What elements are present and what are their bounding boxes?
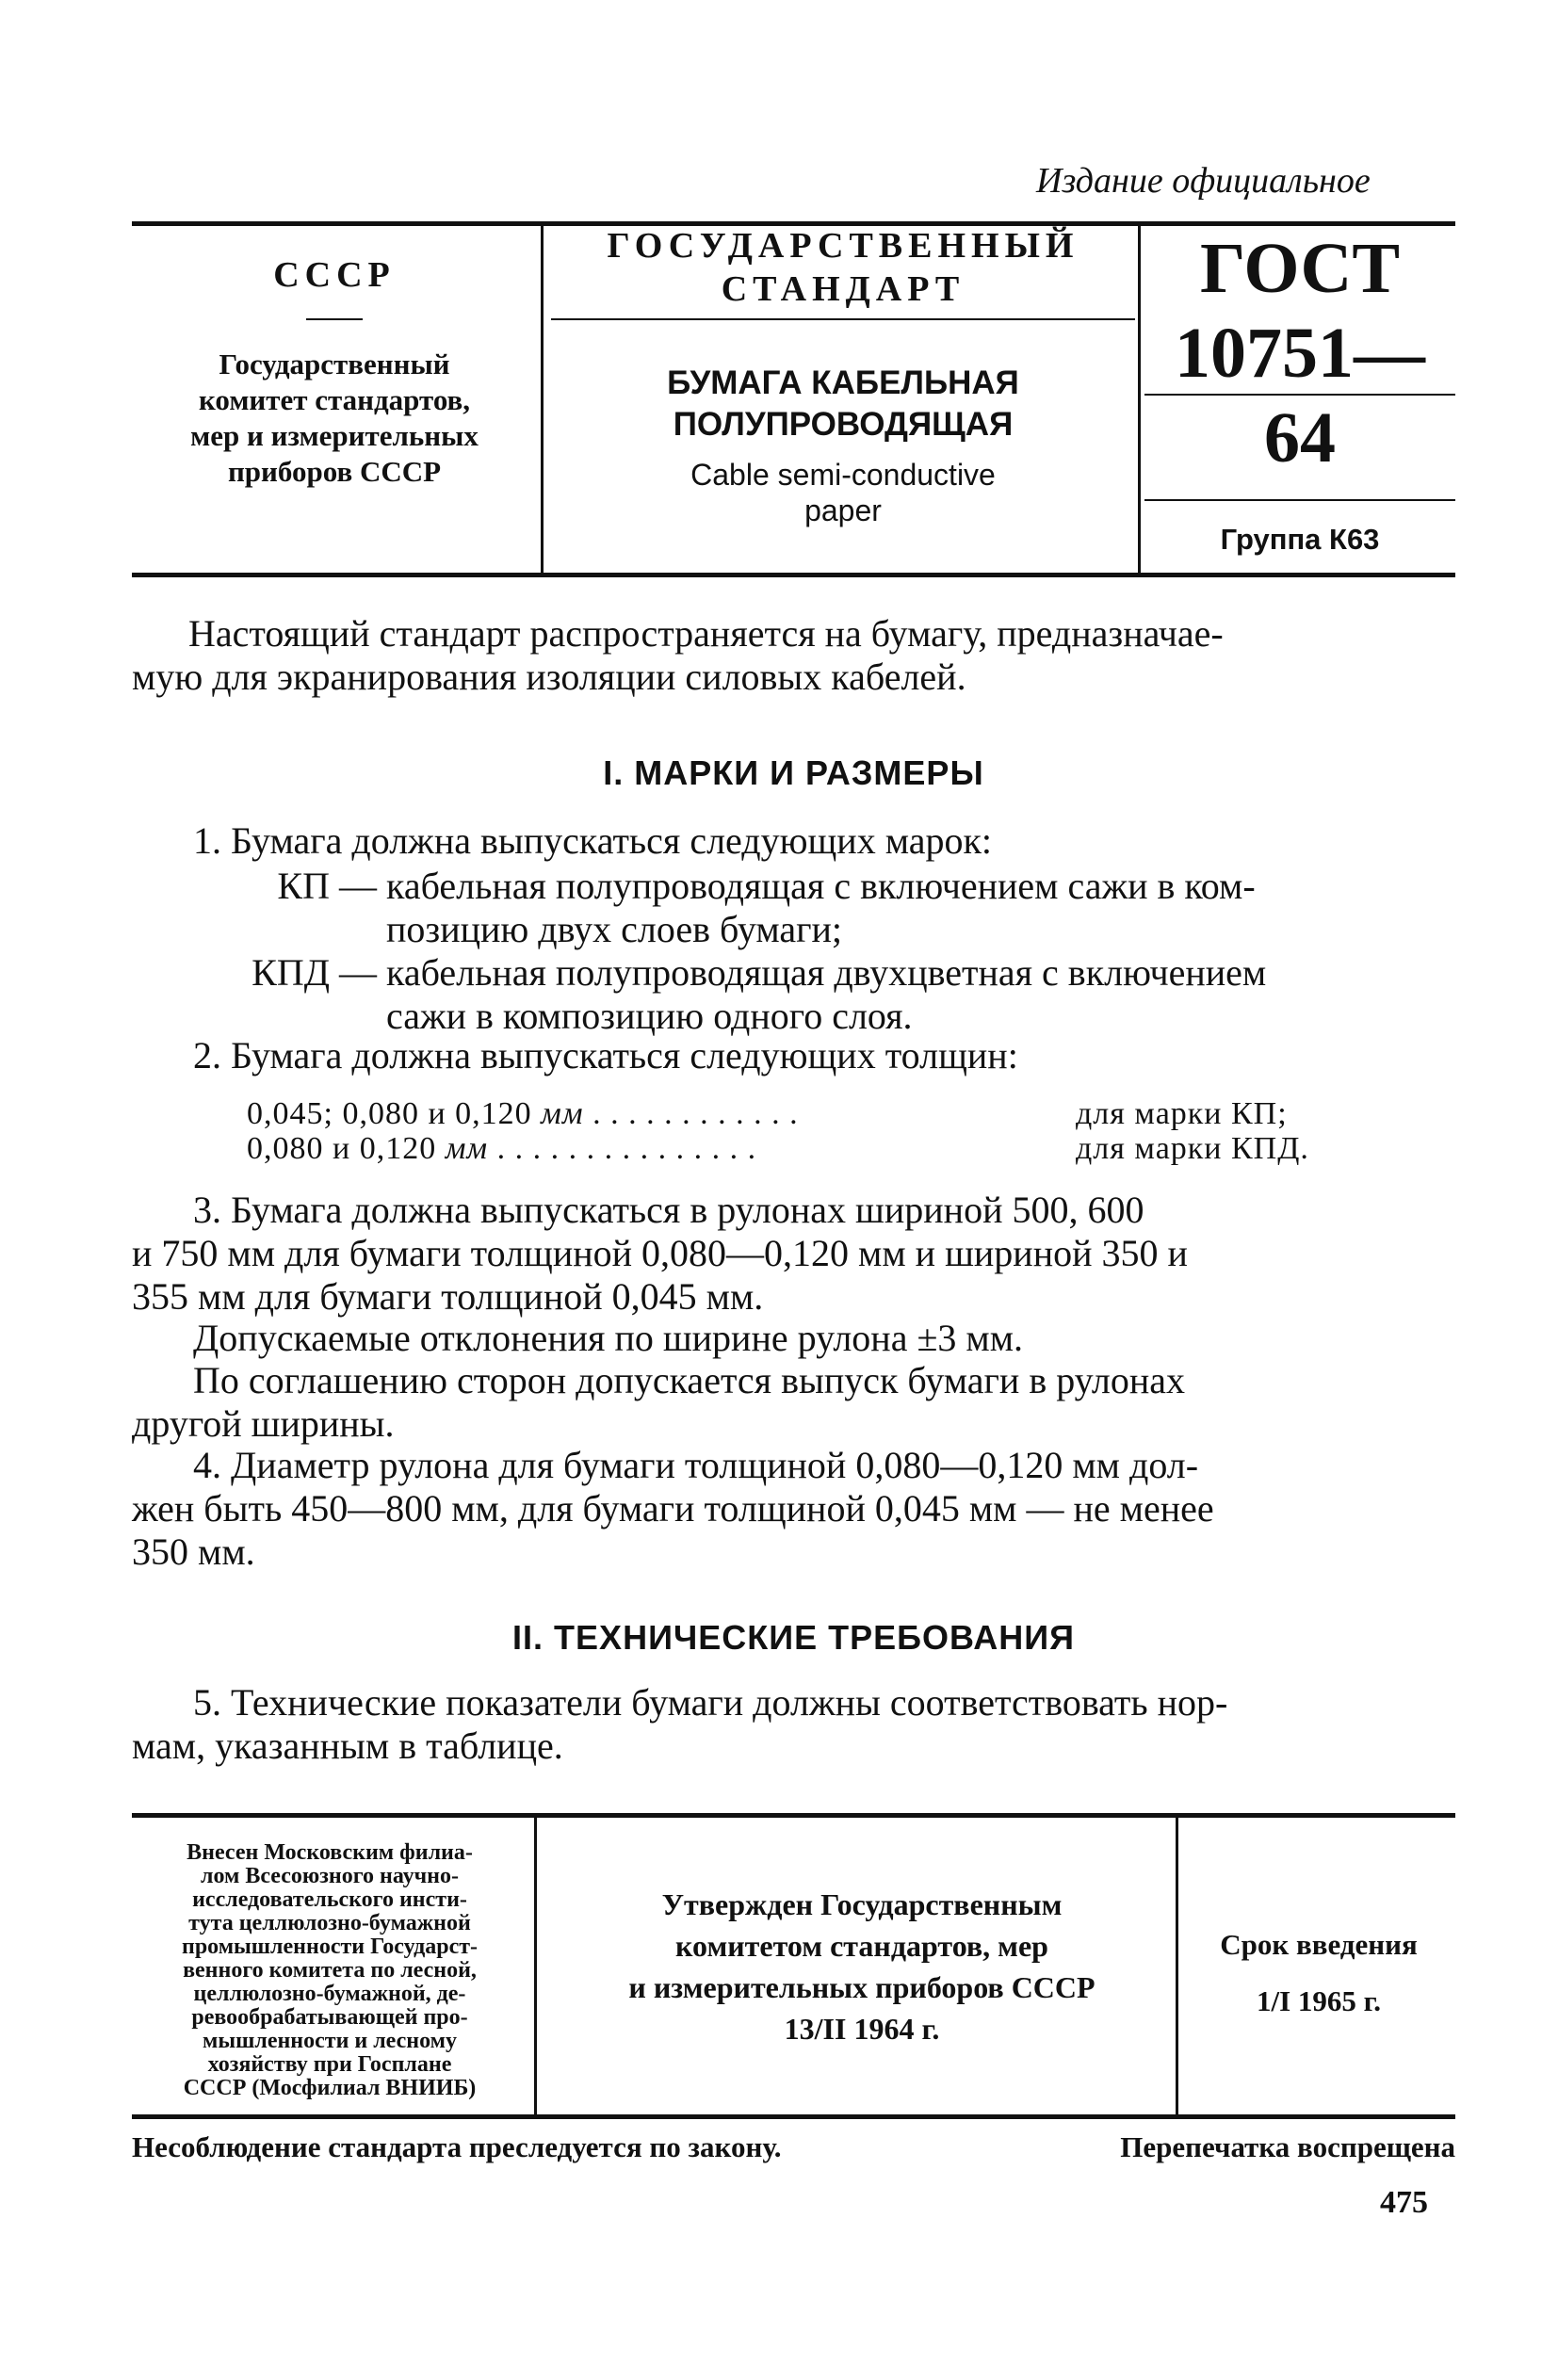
title-en: Cable semi-conductive paper bbox=[690, 458, 996, 527]
header-mid-rule bbox=[551, 318, 1135, 320]
thickness-row-kp: 0,045; 0,080 и 0,120 мм . . . . . . . . . . . . для марки КП; bbox=[247, 1096, 1288, 1131]
intro-paragraph: Настоящий стандарт распространяется на бумагу, предназначае- мую для экранирования изоляции силовых кабелей. bbox=[132, 612, 1224, 698]
bottom-divider-1 bbox=[534, 1816, 537, 2115]
thickness-row-kpd: 0,080 и 0,120 мм . . . . . . . . . . . . . . . для марки КПД. bbox=[247, 1131, 1309, 1166]
introduced-by: Внесен Московским филиа- лом Всесоюзного научно- исследовательского инсти- тута целлюлозно-бумажной промышленности Государст- венного комитета по лесной, целлюлозно-бумажной, де- ревообрабатывающей про- мышленности и лесному хозяйству при Госплане СССР (Мосфилиал ВНИИБ) bbox=[181, 1840, 478, 2100]
tolerance-note: Допускаемые отклонения по ширине рулона ±3 мм. bbox=[193, 1317, 1024, 1359]
section-2-heading: II. ТЕХНИЧЕСКИЕ ТРЕБОВАНИЯ bbox=[512, 1618, 1075, 1657]
approved-by: Утвержден Государственным комитетом стандартов, мер и измерительных приборов СССР 13/II 1964 г. bbox=[628, 1887, 1095, 2046]
document-title bbox=[551, 363, 1135, 528]
agreement-note: По соглашению сторон допускается выпуск бумаги в рулонах другой ширины. bbox=[132, 1359, 1186, 1445]
country-label: СССР bbox=[273, 255, 396, 295]
section-1-heading: I. МАРКИ И РАЗМЕРЫ bbox=[603, 753, 984, 792]
header-right-rule-2 bbox=[1144, 499, 1455, 501]
group-code: Группа К63 bbox=[1220, 523, 1380, 556]
header-divider-2 bbox=[1138, 224, 1141, 575]
grade-kp-description: кабельная полупроводящая с включением сажи в ком- позицию двух слоев бумаги; bbox=[386, 865, 1256, 950]
grade-kpd-description: кабельная полупроводящая двухцветная с включением сажи в композицию одного слоя. bbox=[386, 951, 1267, 1037]
gost-label: ГОСТ bbox=[1199, 229, 1401, 308]
item-4: 4. Диаметр рулона для бумаги толщиной 0,080—0,120 мм дол- жен быть 450—800 мм, для бумаги толщиной 0,045 мм — не менее 350 мм. bbox=[132, 1444, 1214, 1573]
item-5: 5. Технические показатели бумаги должны соответствовать нор- мам, указанным в таблице. bbox=[132, 1681, 1228, 1767]
issuer-block bbox=[132, 254, 537, 490]
footer-reprint-notice: Перепечатка воспрещена bbox=[1120, 2130, 1455, 2163]
gost-designation bbox=[1144, 226, 1455, 480]
edition-note: Издание официальное bbox=[1036, 161, 1371, 201]
header-divider-1 bbox=[541, 224, 544, 575]
item-1: 1. Бумага должна выпускаться следующих марок: bbox=[193, 819, 993, 862]
effective-date-block bbox=[1182, 1917, 1455, 2030]
footer-legal-notice: Несоблюдение стандарта преследуется по закону. bbox=[132, 2130, 782, 2163]
effective-date: 1/I 1965 г. bbox=[1256, 1984, 1381, 2017]
title-ru: БУМАГА КАБЕЛЬНАЯ ПОЛУПРОВОДЯЩАЯ bbox=[667, 364, 1019, 443]
effective-label: Срок введения bbox=[1220, 1928, 1418, 1961]
committee-name: Государственный комитет стандартов, мер и измерительных приборов СССР bbox=[190, 348, 479, 488]
issuer-dash bbox=[306, 318, 363, 320]
item-3: 3. Бумага должна выпускаться в рулонах шириной 500, 600 и 750 мм для бумаги толщиной 0,080—0,120 мм и шириной 350 и 355 мм для бумаги толщиной 0,045 мм. bbox=[132, 1189, 1188, 1318]
item-2: 2. Бумага должна выпускаться следующих толщин: bbox=[193, 1034, 1018, 1077]
gost-number: 10751—64 bbox=[1175, 314, 1425, 478]
standard-type: ГОСУДАРСТВЕННЫЙ СТАНДАРТ bbox=[607, 226, 1079, 309]
page-number: 475 bbox=[1380, 2185, 1428, 2220]
grade-kpd-code: КПД — bbox=[252, 951, 377, 994]
grade-kp-code: КП — bbox=[277, 865, 377, 907]
bottom-table-bottom-rule bbox=[132, 2114, 1455, 2119]
header-bottom-rule bbox=[132, 573, 1455, 577]
bottom-table-top-rule bbox=[132, 1813, 1455, 1818]
